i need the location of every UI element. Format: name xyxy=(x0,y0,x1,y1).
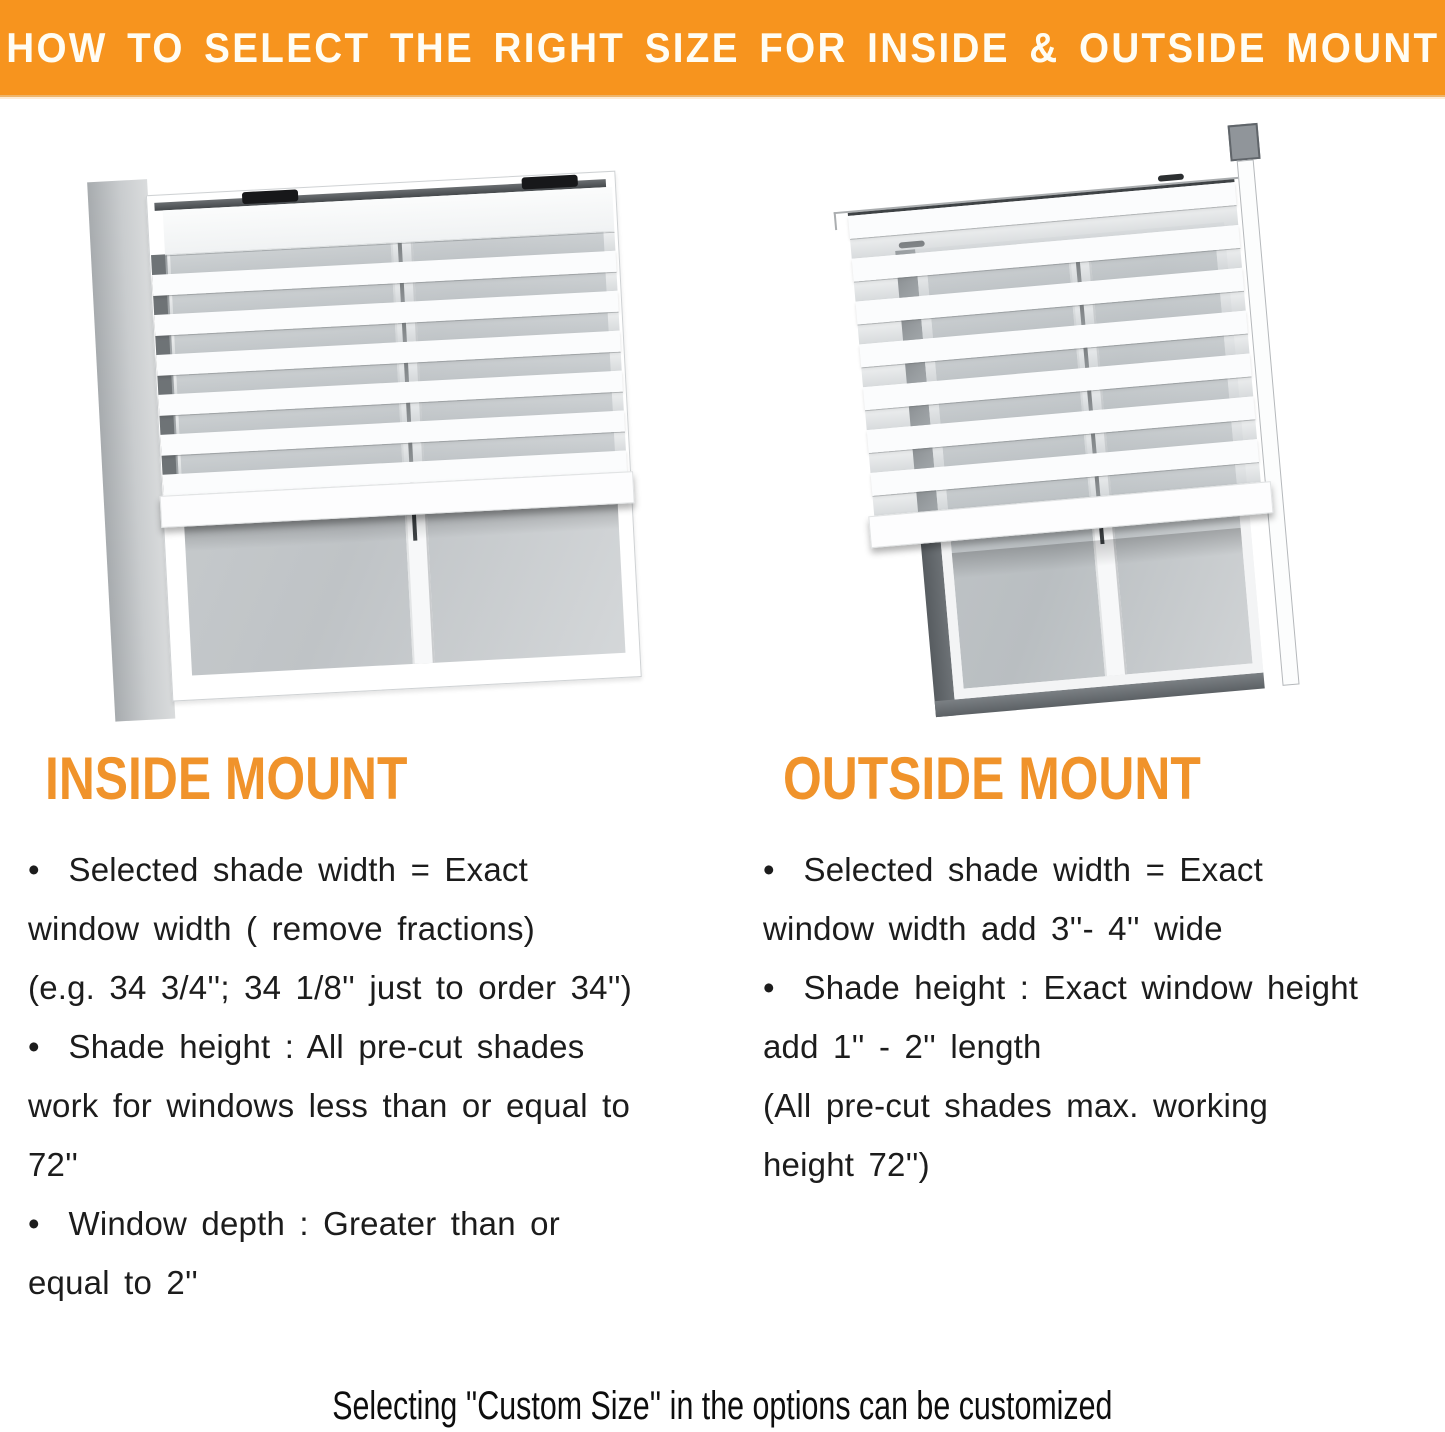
wall-edge-tick xyxy=(834,212,838,230)
outside-mount-text xyxy=(763,840,1358,1194)
screw-mark-icon xyxy=(1158,174,1184,182)
inside-mount-scene xyxy=(80,126,656,754)
mount-bracket-cap xyxy=(1228,123,1261,161)
blind-stripes xyxy=(165,232,627,495)
banner xyxy=(0,0,1445,95)
bullet-line: • Selected shade width = Exact xyxy=(28,851,528,888)
footer-note-row xyxy=(0,1384,1445,1429)
inside-mount-text xyxy=(28,840,632,1312)
text-line: window width add 3''- 4'' wide xyxy=(763,910,1223,947)
blind-stripes xyxy=(848,182,1261,516)
custom-size-note: Selecting ''Custom Size'' in the options can be customized xyxy=(332,1384,1113,1428)
inside-mount-illustration xyxy=(95,140,640,740)
outside-mount-illustration xyxy=(850,128,1300,743)
zebra-blind xyxy=(848,179,1264,548)
inside-mount-heading: INSIDE MOUNT xyxy=(45,745,408,812)
bullet-line: • Selected shade width = Exact xyxy=(763,851,1263,888)
bullet-line: • Shade height : All pre-cut shades xyxy=(28,1028,585,1065)
page-title: HOW TO SELECT THE RIGHT SIZE FOR INSIDE & OUTSIDE MOUNT xyxy=(5,23,1440,71)
bullet-line: • Window depth : Greater than or xyxy=(28,1205,560,1242)
text-line: 72'' xyxy=(28,1146,79,1183)
zebra-blind xyxy=(163,187,629,527)
text-line: add 1'' - 2'' length xyxy=(763,1028,1042,1065)
text-line: equal to 2'' xyxy=(28,1264,198,1301)
bullet-line: • Shade height : Exact window height xyxy=(763,969,1359,1006)
text-line: (e.g. 34 3/4''; 34 1/8'' just to order 34'') xyxy=(28,969,632,1006)
text-line: height 72'') xyxy=(763,1146,930,1183)
text-line: (All pre-cut shades max. working xyxy=(763,1087,1269,1124)
outside-mount-heading: OUTSIDE MOUNT xyxy=(783,745,1201,812)
text-line: window width ( remove fractions) xyxy=(28,910,535,947)
text-line: work for windows less than or equal to xyxy=(28,1087,631,1124)
outside-mount-scene xyxy=(824,110,1326,762)
